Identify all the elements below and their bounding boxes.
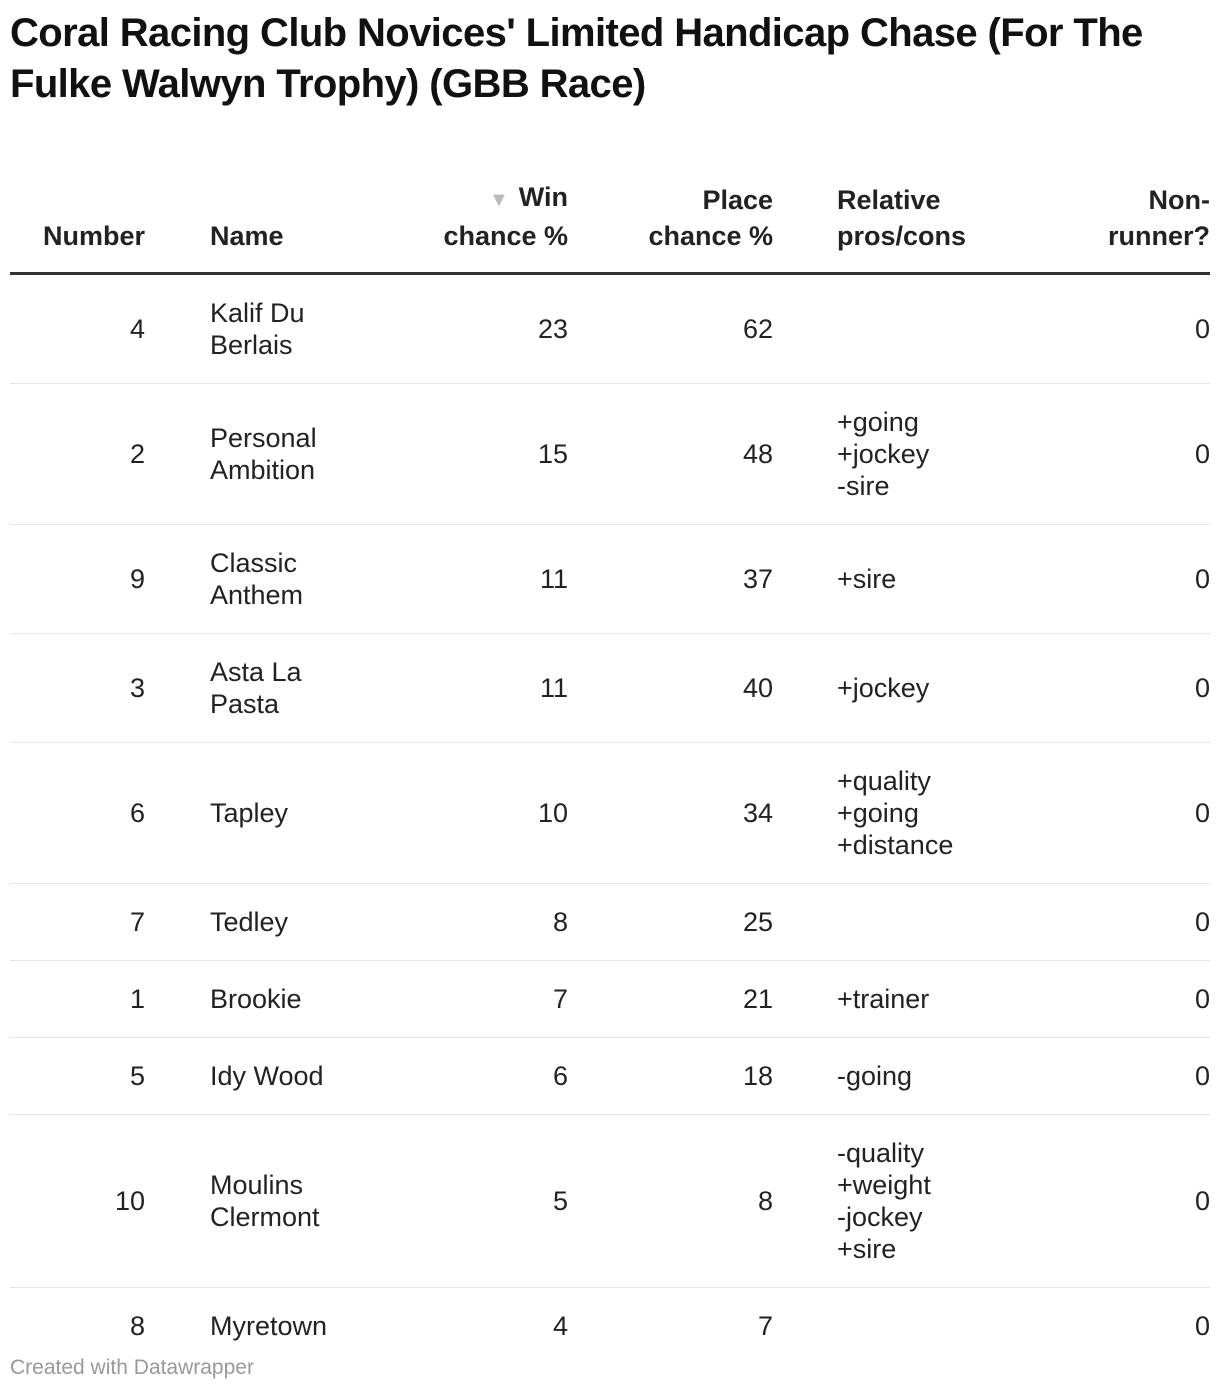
cell-place-chance: 8: [568, 1115, 773, 1288]
cell-number: 5: [10, 1038, 145, 1115]
data-table: [10, 160, 1210, 1364]
cell-number: 7: [10, 884, 145, 961]
table-row: [10, 1115, 1210, 1288]
cell-win-chance: 6: [375, 1038, 568, 1115]
cell-win-chance: 10: [375, 743, 568, 884]
column-header-place-chance[interactable]: [568, 160, 773, 274]
table-row: [10, 743, 1210, 884]
pros-cons-item: +going: [837, 798, 919, 828]
cell-win-chance: 23: [375, 274, 568, 384]
header-label: chance %: [648, 221, 773, 251]
cell-pros-cons: [773, 274, 1042, 384]
cell-win-chance: 11: [375, 634, 568, 743]
header-label: Non-: [1148, 185, 1210, 215]
pros-cons-item: +going: [837, 407, 919, 437]
pros-cons-item: +jockey: [837, 439, 930, 469]
cell-pros-cons: [773, 634, 1042, 743]
cell-place-chance: 40: [568, 634, 773, 743]
cell-place-chance: 62: [568, 274, 773, 384]
credit-footer: Created with Datawrapper: [10, 1356, 254, 1379]
cell-win-chance: 7: [375, 961, 568, 1038]
triangle-down-icon: ▼: [488, 189, 509, 211]
column-header-number[interactable]: [10, 160, 145, 274]
cell-non-runner: 0: [1042, 1038, 1210, 1115]
cell-number: 2: [10, 384, 145, 525]
pros-cons-item: +quality: [837, 766, 931, 796]
cell-name: [145, 634, 375, 743]
pros-cons-item: -quality: [837, 1138, 925, 1168]
pros-cons-item: +sire: [837, 564, 897, 594]
cell-place-chance: 21: [568, 961, 773, 1038]
header-label: Number: [42, 221, 145, 251]
horse-name: Kalif Du Berlais: [210, 298, 305, 360]
header-label: Place: [702, 185, 773, 215]
cell-place-chance: 7: [757, 1311, 773, 1341]
column-header-win-chance[interactable]: [375, 160, 568, 274]
pros-cons-item: +trainer: [837, 984, 930, 1014]
pros-cons-item: +jockey: [837, 673, 930, 703]
table-row: [10, 384, 1210, 525]
table-row: [10, 961, 1210, 1038]
cell-number: 6: [10, 743, 145, 884]
pros-cons-item: -sire: [837, 471, 890, 501]
horse-name: Tapley: [210, 798, 289, 828]
cell-number: 4: [10, 274, 145, 384]
cell-pros-cons: [773, 525, 1042, 634]
cell-number: 8: [129, 1311, 145, 1341]
table-row: [10, 634, 1210, 743]
cell-non-runner: 0: [1042, 743, 1210, 884]
cell-non-runner: 0: [1042, 384, 1210, 525]
cell-place-chance: 25: [568, 884, 773, 961]
cell-name: [145, 743, 375, 884]
cell-name: [145, 884, 375, 961]
column-header-non-runner[interactable]: [1042, 160, 1210, 274]
cell-place-chance: 48: [568, 384, 773, 525]
cell-non-runner: 0: [1194, 1311, 1210, 1341]
pros-cons-item: +distance: [837, 830, 954, 860]
cell-win-chance: 11: [375, 525, 568, 634]
horse-name: Asta La Pasta: [210, 657, 302, 719]
pros-cons-item: -jockey: [837, 1202, 923, 1232]
cell-non-runner: 0: [1042, 884, 1210, 961]
column-header-pros-cons[interactable]: [773, 160, 1042, 274]
cell-pros-cons: [773, 961, 1042, 1038]
cell-number: 3: [10, 634, 145, 743]
header-label: pros/cons: [837, 221, 967, 251]
pros-cons-item: -going: [837, 1061, 913, 1091]
horse-name: Brookie: [210, 984, 302, 1014]
cell-name: [145, 384, 375, 525]
cell-number: 10: [10, 1115, 145, 1288]
header-label: Relative: [837, 185, 941, 215]
cell-pros-cons: [773, 1038, 1042, 1115]
table-row: [10, 1288, 1210, 1365]
cell-name: [145, 1288, 375, 1365]
header-label: Name: [210, 221, 284, 251]
header-label: Win: [518, 182, 568, 212]
cell-name: [145, 1115, 375, 1288]
cell-name: [145, 1038, 375, 1115]
cell-pros-cons: [773, 1115, 1042, 1288]
cell-non-runner: 0: [1042, 1115, 1210, 1288]
cell-pros-cons: [773, 384, 1042, 525]
cell-name: [145, 961, 375, 1038]
chart-title: Coral Racing Club Novices' Limited Handicap Chase (For The Fulke Walwyn Trophy) (GBB Race): [10, 11, 1143, 106]
horse-name: Idy Wood: [210, 1061, 324, 1091]
header-label: chance %: [443, 221, 568, 251]
header-label: runner?: [1107, 221, 1210, 251]
horse-name: Moulins Clermont: [210, 1170, 320, 1232]
horse-name: Tedley: [210, 907, 289, 937]
horse-name: Classic Anthem: [210, 548, 304, 610]
cell-win-chance: 4: [552, 1311, 568, 1341]
pros-cons-item: +sire: [837, 1234, 897, 1264]
table-row: [10, 1038, 1210, 1115]
cell-number: 9: [10, 525, 145, 634]
cell-number: 1: [10, 961, 145, 1038]
cell-name: [145, 525, 375, 634]
pros-cons-item: +weight: [837, 1170, 931, 1200]
table-body: [10, 274, 1210, 1365]
cell-name: [145, 274, 375, 384]
table-row: [10, 525, 1210, 634]
cell-pros-cons: [773, 743, 1042, 884]
cell-win-chance: 8: [375, 884, 568, 961]
cell-win-chance: 5: [375, 1115, 568, 1288]
table-row: [10, 884, 1210, 961]
cell-non-runner: 0: [1042, 525, 1210, 634]
horse-name: Personal Ambition: [210, 423, 317, 485]
cell-pros-cons: [773, 1288, 1042, 1365]
table-row: [10, 274, 1210, 384]
cell-non-runner: 0: [1042, 634, 1210, 743]
header-row: [10, 160, 1210, 274]
column-header-name[interactable]: [145, 160, 375, 274]
cell-pros-cons: [773, 884, 1042, 961]
cell-win-chance: 15: [375, 384, 568, 525]
cell-place-chance: 18: [568, 1038, 773, 1115]
cell-place-chance: 37: [568, 525, 773, 634]
cell-non-runner: 0: [1042, 274, 1210, 384]
cell-place-chance: 34: [568, 743, 773, 884]
horse-name: Myretown: [210, 1311, 328, 1341]
cell-non-runner: 0: [1042, 961, 1210, 1038]
